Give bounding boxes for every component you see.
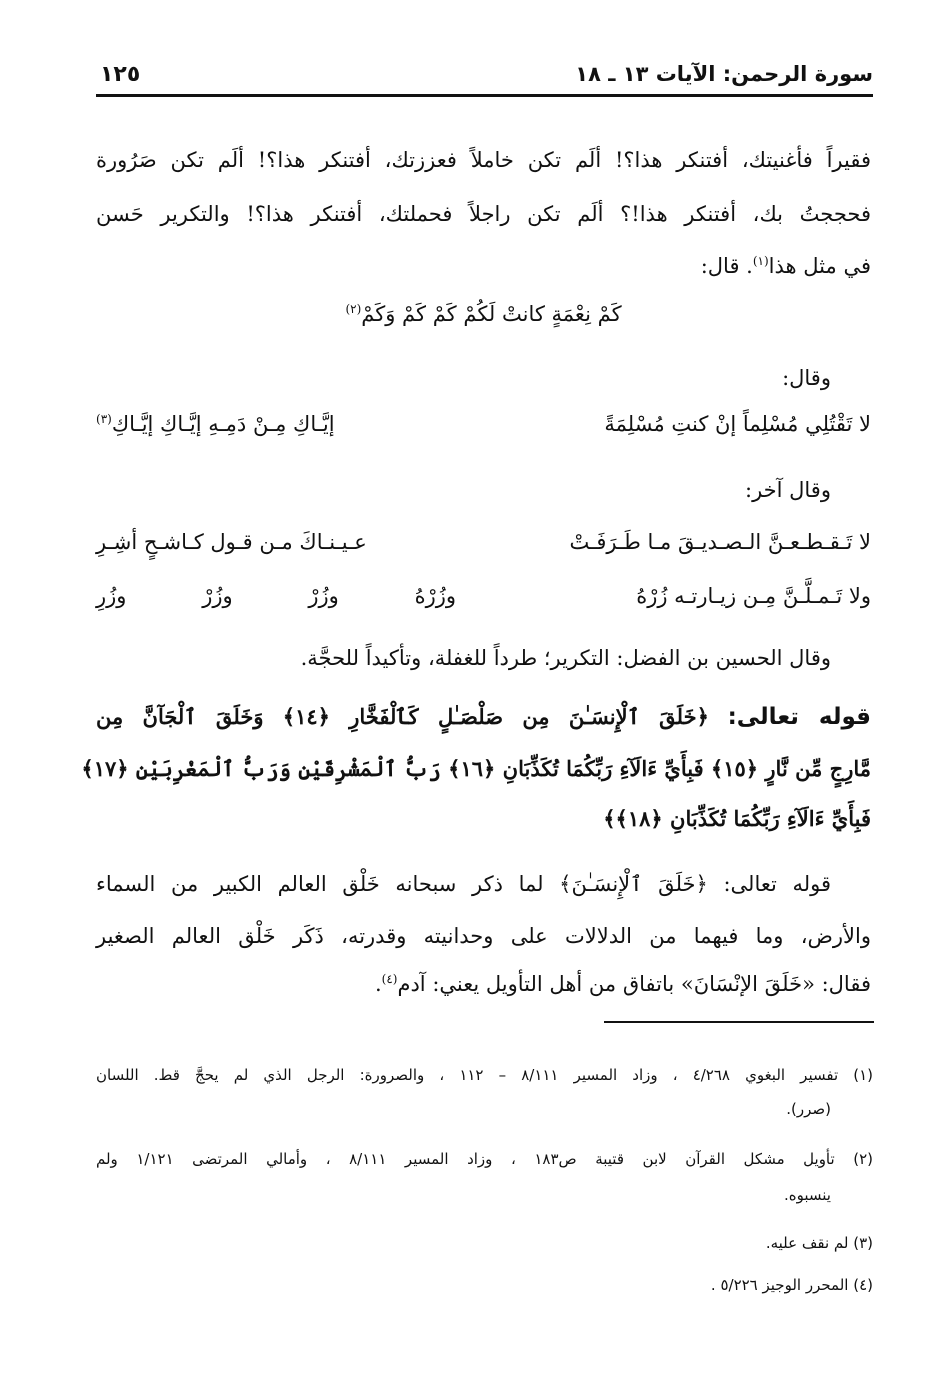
verse-3 xyxy=(96,530,871,566)
paragraph-1-line-3 xyxy=(701,254,871,278)
verse-3-first-hemistich: لا تَـقـطـعـنَّ الـصـديـقَ مـا طَـرَفَـتْ xyxy=(569,530,871,554)
verse-4-word: وزُرْهُ xyxy=(414,584,456,608)
footnote-3: (٣) لم نقف عليه. xyxy=(765,1234,873,1252)
running-header xyxy=(96,56,873,96)
husayn-quote: وقال الحسين بن الفضل: التكرير؛ طرداً للغفلة، وتأكيداً للحجَّة. xyxy=(300,646,831,670)
footnote-ref-3: (٣) xyxy=(96,412,112,426)
footnote-1-line-1: (١) تفسير البغوي ٤/٢٦٨ ، وزاد المسير ٨/١١١ – ١١٢ ، والصرورة: الرجل الذي لم يحجَّ قط. اللسان xyxy=(96,1066,874,1084)
verse-1-text: كَمْ نِعْمَةٍ كانتْ لَكُمْ كَمْ كَمْ وَكَمْ xyxy=(361,302,622,326)
footnote-4: (٤) المحرر الوجيز ٥/٢٢٦ . xyxy=(710,1276,873,1294)
said-label-2: وقال آخر: xyxy=(745,478,831,502)
verse-4 xyxy=(96,584,871,620)
paragraph-2-line-1: قوله تعالى: ﴿خَلَقَ ٱلْإِنسَـٰنَ﴾ لما ذكر سبحانه خَلْق العالم الكبير من السماء xyxy=(96,872,831,896)
paragraph-1-line-3-end: . قال: xyxy=(700,254,753,278)
paragraph-1-line-3-text: في مثل هذا xyxy=(768,254,871,278)
verse-2-second-text: إيَّـاكِ مِـنْ دَمِـهِ إيَّـاكِ إيَّـاكِ xyxy=(111,412,335,436)
verse-4-words xyxy=(96,584,456,608)
header-title: سورة الرحمن: الآيات ١٣ ـ ١٨ xyxy=(575,62,873,86)
footnote-ref-1: (١) xyxy=(752,254,769,268)
footnote-ref-4: (٤) xyxy=(381,972,398,986)
verse-4-word: وزُرِ xyxy=(96,584,127,608)
header-rule xyxy=(96,94,873,97)
paragraph-2-line-3 xyxy=(375,972,871,996)
footnote-2-line-1: (٢) تأويل مشكل القرآن لابن قتيبة ص١٨٣ ، وزاد المسير ٨/١١١ ، وأمالي المرتضى ١/١٢١ ولم xyxy=(96,1150,873,1168)
quran-line-1 xyxy=(96,704,871,730)
verse-4-word: وزُرْ xyxy=(308,584,339,608)
footnote-2-line-2: ينسبوه. xyxy=(784,1186,831,1204)
paragraph-1-line-1: فقيراً فأغنيتك، أفتنكر هذا؟! ألَم تكن خاملاً فعززتك، أفتنكر هذا؟! ألَم تكن صَرُورة xyxy=(96,148,871,172)
paragraph-2-line-3-text: فقال: «خَلَقَ الإنْسَانَ» باتفاق من أهل التأويل يعني: آدم xyxy=(397,972,871,996)
verse-1 xyxy=(96,302,871,326)
paragraph-1-line-2: فحججتُ بك، أفتنكر هذا!؟ ألَم تكن راجلاً فحملتك، أفتنكر هذا؟! والتكرير حَسن xyxy=(96,202,871,226)
verse-2 xyxy=(96,412,871,448)
quran-line-1-text: ﴿خَلَقَ ٱلْإِنسَـٰنَ مِن صَلْصَـٰلٍ كَٱلْفَخَّارِ ﴿١٤﴾ وَخَلَقَ ٱلْجَآنَّ مِن xyxy=(96,704,709,729)
verse-4-first-hemistich: ولا تَـمـلَّـنَّ مِـن زيـارتـه زُرْهُ xyxy=(636,584,871,608)
quran-line-2: مَّارِجٍ مِّن نَّارٍ ﴿١٥﴾ فَبِأَيِّ ءَالَآءِ رَبِّكُمَا تُكَذِّبَانِ ﴿١٦﴾ رَبُّ ٱلْمَشْرِقَيْنِ وَرَبُّ ٱلْمَغْرِبَيْنِ ﴿١٧﴾ xyxy=(81,756,871,781)
paragraph-2-line-3-end: . xyxy=(374,972,382,996)
quran-lead: قوله تعالى: xyxy=(727,704,871,730)
verse-4-word: وزُرْ xyxy=(202,584,233,608)
footnote-ref-2: (٢) xyxy=(345,302,362,316)
verse-2-first-hemistich: لا تَقْتُلِي مُسْلِماً إنْ كنتِ مُسْلِمَةً xyxy=(604,412,871,436)
quran-line-3: فَبِأَيِّ ءَالَآءِ رَبِّكُمَا تُكَذِّبَانِ ﴿١٨﴾﴾ xyxy=(603,806,871,831)
paragraph-2-line-2: والأرض، وما فيهما من الدلالات على وحدانيته وقدرته، ذَكَر خَلْق العالم الصغير xyxy=(96,924,871,948)
page-number: ١٢٥ xyxy=(100,62,141,87)
verse-2-second-hemistich xyxy=(96,412,335,436)
verse-3-second-hemistich: عـيـنـاكَ مـن قـول كـاشـحٍ أشِـرِ xyxy=(96,530,367,554)
footnote-rule xyxy=(604,1021,874,1023)
said-label-1: وقال: xyxy=(782,366,831,390)
footnote-1-line-2: (صرر). xyxy=(786,1100,831,1118)
